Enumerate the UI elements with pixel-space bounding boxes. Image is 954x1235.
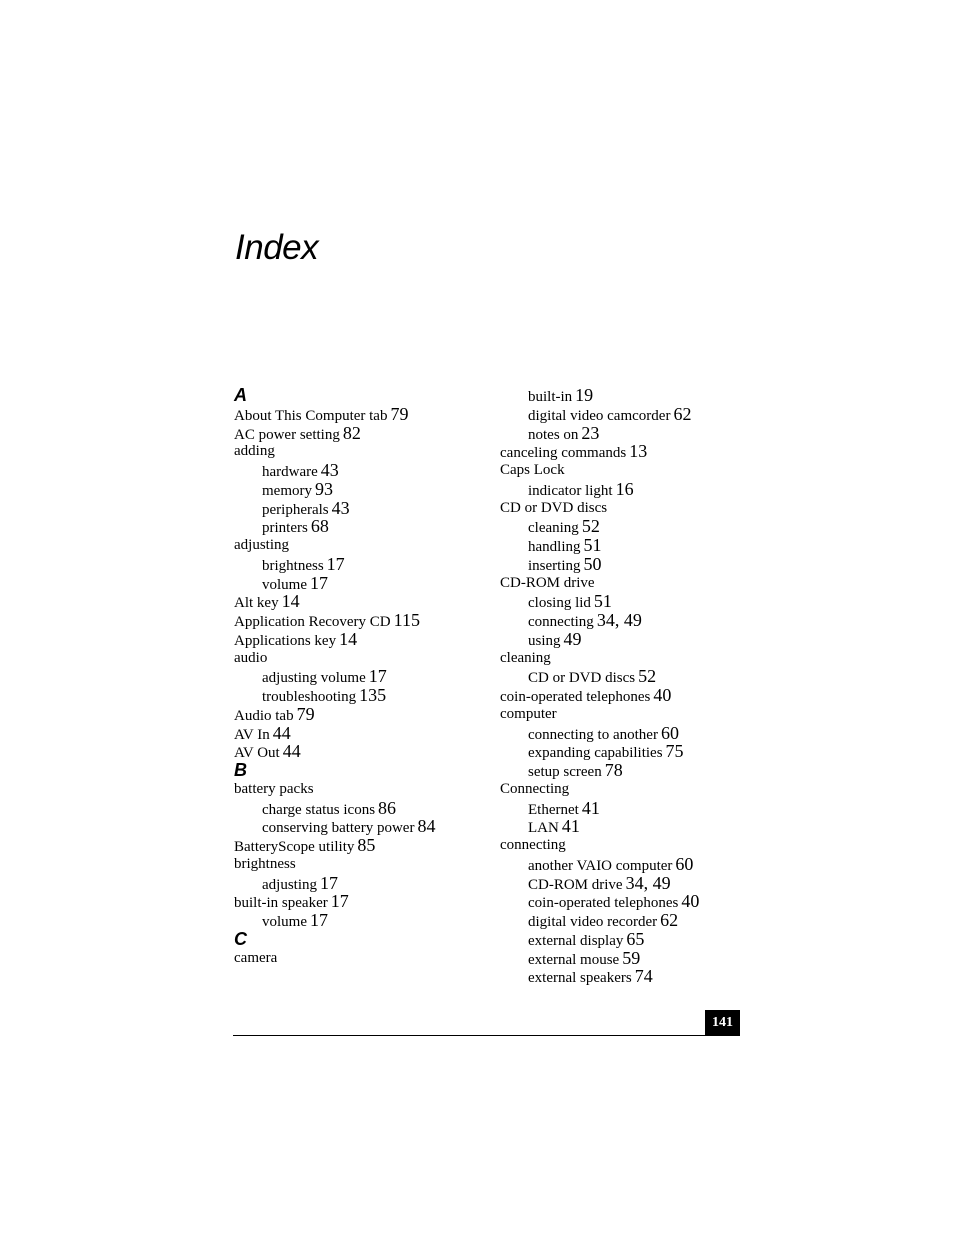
- index-subentry: [500, 424, 760, 443]
- index-section-letter: A: [234, 385, 247, 405]
- index-entry: [500, 499, 760, 518]
- index-term: camera: [234, 949, 278, 966]
- index-term: CD-ROM drive: [528, 876, 623, 893]
- index-term: Caps Lock: [500, 462, 565, 478]
- index-entry: [500, 780, 760, 799]
- index-subentry: [500, 630, 760, 649]
- index-subentry: [234, 817, 494, 836]
- index-entry: [500, 574, 760, 593]
- index-page-ref: 17: [330, 891, 349, 912]
- index-term: AV In: [234, 726, 270, 743]
- footer-rule: [233, 1035, 705, 1036]
- index-term: adding: [234, 443, 275, 460]
- index-page-ref: 74: [634, 966, 653, 987]
- index-term: connecting: [528, 614, 594, 630]
- index-subentry: [500, 405, 760, 424]
- index-page-ref: 65: [626, 928, 645, 949]
- index-entry: [500, 461, 760, 480]
- index-entry: [234, 424, 494, 443]
- index-term: indicator light: [528, 482, 613, 499]
- index-subentry: [500, 761, 760, 780]
- index-section-letter: B: [234, 760, 247, 780]
- index-subentry: [500, 386, 760, 405]
- index-subentry: [500, 911, 760, 930]
- index-entry: [500, 442, 760, 461]
- index-term: CD or DVD discs: [528, 670, 636, 687]
- index-entry: [234, 836, 494, 855]
- index-term: cleaning: [528, 520, 579, 537]
- index-page-ref: 41: [581, 797, 600, 818]
- index-subentry: [234, 480, 494, 499]
- page-number: 141: [705, 1010, 740, 1036]
- index-term: Applications key: [234, 632, 337, 649]
- index-page-ref: 17: [326, 553, 345, 574]
- index-subentry: [500, 817, 760, 836]
- index-term: handling: [528, 539, 581, 555]
- index-term: CD or DVD discs: [500, 499, 608, 516]
- index-term: another VAIO computer: [528, 857, 673, 874]
- index-page-ref: 78: [604, 760, 623, 780]
- index-subentry: [500, 611, 760, 630]
- index-page-ref: 50: [583, 553, 602, 574]
- index-term: About This Computer tab: [234, 407, 388, 424]
- index-subentry: [500, 892, 760, 911]
- index-term: peripherals: [262, 501, 329, 518]
- index-term: closing lid: [528, 595, 591, 612]
- index-term: brightness: [262, 557, 324, 574]
- index-page-ref: 60: [675, 853, 694, 874]
- index-page-ref: 115: [393, 610, 420, 630]
- index-term: digital video recorder: [528, 914, 658, 930]
- index-term: BatteryScope utility: [234, 839, 355, 855]
- index-entry: [234, 442, 494, 461]
- index-page-ref: 44: [272, 722, 291, 743]
- index-term: brightness: [234, 855, 296, 872]
- index-entry: [234, 536, 494, 555]
- index-term: using: [528, 632, 561, 649]
- index-page-ref: 16: [615, 478, 634, 499]
- index-page-ref: 49: [563, 628, 582, 649]
- index-term: built-in speaker: [234, 895, 328, 912]
- index-subentry: [234, 667, 494, 686]
- index-entry: [234, 855, 494, 874]
- index-subentry: [500, 874, 760, 893]
- index-page-ref: 17: [368, 666, 387, 687]
- index-subentry: [234, 461, 494, 480]
- index-term: notes on: [528, 426, 579, 443]
- index-page-ref: 34, 49: [625, 872, 671, 893]
- index-subentry: [500, 799, 760, 818]
- index-page-ref: 86: [378, 797, 397, 818]
- index-subentry: [500, 667, 760, 686]
- index-term: troubleshooting: [262, 689, 357, 705]
- index-page-ref: 17: [320, 872, 338, 893]
- index-subentry: [500, 592, 760, 611]
- index-term: volume: [262, 576, 307, 593]
- index-page-ref: 43: [320, 460, 339, 480]
- index-page-ref: 13: [629, 441, 648, 462]
- index-entry: [234, 405, 494, 424]
- index-term: adjusting: [234, 537, 289, 553]
- index-subentry: [500, 724, 760, 743]
- index-page-ref: 82: [342, 422, 361, 443]
- index-entry: [500, 649, 760, 668]
- index-subentry: [500, 855, 760, 874]
- index-term: battery packs: [234, 780, 314, 797]
- index-term: cleaning: [500, 649, 551, 666]
- index-subentry: [234, 874, 494, 893]
- index-page-ref: 17: [310, 910, 328, 930]
- index-term: charge status icons: [262, 801, 376, 818]
- index-subentry: [234, 555, 494, 574]
- index-subentry: [500, 517, 760, 536]
- index-page-ref: 68: [310, 516, 329, 537]
- index-page-ref: 93: [315, 478, 333, 499]
- index-page-ref: 85: [357, 835, 376, 855]
- index-page-ref: 62: [673, 403, 692, 424]
- index-entry: [234, 892, 494, 911]
- index-term: expanding capabilities: [528, 745, 663, 762]
- index-page-ref: 51: [593, 591, 612, 612]
- index-column-left: [234, 386, 494, 967]
- index-subentry: [500, 949, 760, 968]
- index-page-ref: 43: [331, 497, 350, 518]
- index-term: Ethernet: [528, 801, 579, 818]
- index-term: printers: [262, 520, 308, 537]
- index-term: inserting: [528, 557, 581, 574]
- index-entry: [234, 592, 494, 611]
- index-subentry: [500, 555, 760, 574]
- index-term: adjusting volume: [262, 670, 366, 687]
- index-page-ref: 75: [665, 741, 684, 762]
- index-subentry: [500, 536, 760, 555]
- index-term: memory: [262, 482, 312, 499]
- index-term: conserving battery power: [262, 820, 415, 837]
- index-entry: [234, 649, 494, 668]
- index-page-ref: 135: [359, 685, 387, 705]
- index-subentry: [500, 480, 760, 499]
- index-page-ref: 41: [561, 816, 580, 837]
- index-subentry: [500, 742, 760, 761]
- index-page-ref: 79: [296, 703, 315, 724]
- index-page-ref: 52: [581, 516, 600, 537]
- index-subentry: [500, 930, 760, 949]
- index-term: LAN: [528, 820, 559, 837]
- index-page-ref: 19: [575, 385, 594, 405]
- index-term: computer: [500, 705, 557, 722]
- index-page-ref: 40: [653, 685, 672, 705]
- index-entry: [234, 705, 494, 724]
- index-subentry: [234, 911, 494, 930]
- index-term: connecting to another: [528, 726, 658, 743]
- index-term: setup screen: [528, 764, 602, 780]
- index-page-ref: 84: [417, 816, 436, 837]
- index-term: volume: [262, 914, 307, 930]
- index-subentry: [234, 799, 494, 818]
- index-entry: [234, 630, 494, 649]
- index-subentry: [234, 574, 494, 593]
- index-term: CD-ROM drive: [500, 574, 595, 591]
- index-term: external speakers: [528, 970, 632, 987]
- index-term: adjusting: [262, 876, 317, 893]
- index-term: external mouse: [528, 951, 620, 968]
- index-page-ref: 59: [622, 947, 641, 968]
- index-subentry: [234, 499, 494, 518]
- index-term: external display: [528, 932, 624, 949]
- index-entry: [234, 780, 494, 799]
- page-title: Index: [235, 228, 319, 267]
- index-entry: [234, 949, 494, 968]
- index-term: Alt key: [234, 595, 279, 612]
- index-page-ref: 14: [281, 591, 300, 612]
- index-term: coin-operated telephones: [500, 689, 651, 705]
- index-entry: [234, 724, 494, 743]
- index-term: canceling commands: [500, 445, 627, 462]
- index-term: digital video camcorder: [528, 407, 671, 424]
- index-page-ref: 14: [339, 628, 358, 649]
- index-subentry: [500, 967, 760, 986]
- index-term: coin-operated telephones: [528, 895, 679, 912]
- index-term: built-in: [528, 389, 573, 405]
- index-entry: [234, 742, 494, 761]
- index-term: Application Recovery CD: [234, 614, 391, 630]
- index-page-ref: 60: [660, 722, 679, 743]
- index-page-ref: 52: [638, 666, 657, 687]
- index-entry: [234, 611, 494, 630]
- index-page-ref: 17: [310, 572, 328, 593]
- index-page-ref: 44: [282, 741, 301, 762]
- index-page-ref: 40: [681, 891, 700, 912]
- index-subentry: [234, 686, 494, 705]
- index-entry: [500, 836, 760, 855]
- index-page-ref: 51: [583, 535, 602, 555]
- index-term: hardware: [262, 464, 318, 480]
- index-column-right: [500, 386, 760, 986]
- index-term: audio: [234, 649, 268, 666]
- index-term: Audio tab: [234, 707, 294, 724]
- index-term: connecting: [500, 837, 566, 853]
- index-term: Connecting: [500, 780, 570, 797]
- index-page-ref: 23: [581, 422, 600, 443]
- index-subentry: [234, 517, 494, 536]
- index-entry: [500, 686, 760, 705]
- index-term: AV Out: [234, 745, 280, 762]
- index-section-letter: C: [234, 928, 247, 949]
- index-entry: [500, 705, 760, 724]
- index-term: AC power setting: [234, 426, 340, 443]
- index-page-ref: 34, 49: [596, 610, 642, 630]
- index-page-ref: 62: [660, 910, 679, 930]
- index-page-ref: 79: [390, 403, 409, 424]
